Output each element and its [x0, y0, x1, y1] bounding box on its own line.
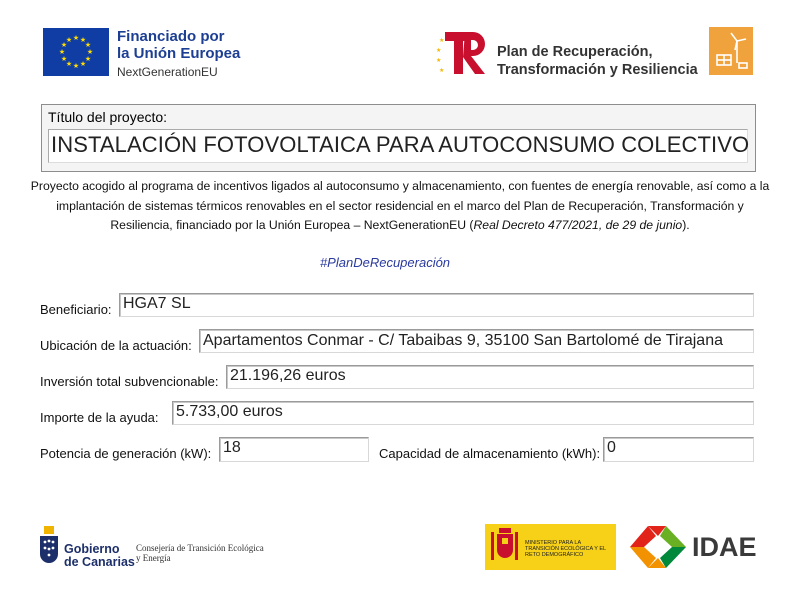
project-description: [30, 177, 770, 236]
svg-text:★: ★: [439, 67, 445, 74]
consejeria-line1: Consejería de Transición Ecológica: [136, 543, 264, 553]
ubicacion-field[interactable]: [199, 329, 754, 353]
description-end: ).: [682, 218, 690, 232]
beneficiario-label: Beneficiario:: [40, 302, 112, 317]
eu-nextgen-label: NextGenerationEU: [117, 65, 218, 79]
svg-text:★: ★: [86, 48, 94, 56]
eu-funded-line2: la Unión Europea: [117, 45, 241, 62]
svg-text:★: ★: [60, 55, 68, 63]
renewable-energy-icon: [709, 27, 753, 75]
ubicacion-label: Ubicación de la actuación:: [40, 338, 192, 353]
capacidad-label: Capacidad de almacenamiento (kWh):: [379, 446, 601, 461]
eu-funded-line1: Financiado por: [117, 28, 225, 45]
inversion-value: 21.196,26 euros: [230, 367, 346, 384]
svg-text:★: ★: [65, 60, 73, 68]
importe-field[interactable]: [172, 401, 754, 425]
canarias-shield-icon: [38, 526, 60, 570]
gobierno-canarias-line2: de Canarias: [64, 555, 135, 569]
potencia-field[interactable]: [219, 437, 369, 462]
importe-label: Importe de la ayuda:: [40, 410, 159, 425]
ubicacion-value: Apartamentos Conmar - C/ Tabaibas 9, 35100 San Bartolomé de Tirajana: [203, 332, 723, 349]
project-title-value: INSTALACIÓN FOTOVOLTAICA PARA AUTOCONSUMO COLECTIVO: [51, 132, 750, 157]
description-text: Proyecto acogido al programa de incentivos ligados al autoconsumo y almacenamiento, con fuentes de energía renovable, así como a la implantación de sistemas térmicos renovables en el sector residencial en el marco del Plan de Recuperación, Transformación y Resiliencia, financiado por la Unión Europea – NextGenerationEU (: [30, 179, 770, 232]
svg-text:★: ★: [436, 57, 442, 64]
prtr-title-line1: Plan de Recuperación,: [497, 44, 653, 60]
svg-text:★: ★: [436, 47, 442, 54]
svg-text:★: ★: [58, 48, 66, 56]
eu-flag-icon: [43, 28, 109, 76]
svg-text:★: ★: [439, 37, 445, 44]
capacidad-field[interactable]: [603, 437, 754, 462]
capacidad-value: 0: [607, 439, 616, 456]
gobierno-canarias-line1: Gobierno: [64, 542, 120, 556]
svg-text:★: ★: [79, 60, 87, 68]
spain-coat-of-arms-icon: [485, 524, 525, 570]
project-title-label: Título del proyecto:: [48, 109, 168, 125]
prtr-title-line2: Transformación y Resiliencia: [497, 62, 698, 78]
inversion-label: Inversión total subvencionable:: [40, 374, 219, 389]
svg-text:★: ★: [60, 41, 68, 49]
beneficiario-field[interactable]: [119, 293, 754, 317]
ministerio-text: MINISTERIO PARA LA TRANSICIÓN ECOLÓGICA Y EL RETO DEMOGRÁFICO: [525, 540, 606, 558]
consejeria-line2: y Energía: [136, 553, 171, 563]
potencia-label: Potencia de generación (kW):: [40, 446, 212, 461]
svg-text:★: ★: [84, 41, 92, 49]
svg-text:★: ★: [65, 36, 73, 44]
prtr-logo-icon: [435, 30, 491, 76]
svg-text:★: ★: [84, 55, 92, 63]
hashtag-plan: #PlanDeRecuperación: [319, 255, 451, 270]
beneficiario-value: HGA7 SL: [123, 295, 191, 312]
importe-value: 5.733,00 euros: [176, 403, 283, 420]
inversion-field[interactable]: [226, 365, 754, 389]
idae-logo-icon: [628, 524, 688, 570]
potencia-value: 18: [223, 439, 241, 456]
svg-text:★: ★: [79, 36, 87, 44]
idae-wordmark: IDAE: [692, 532, 757, 562]
description-decree: Real Decreto 477/2021, de 29 de junio: [473, 218, 683, 232]
svg-text:★: ★: [72, 62, 80, 70]
svg-text:★: ★: [72, 34, 80, 42]
